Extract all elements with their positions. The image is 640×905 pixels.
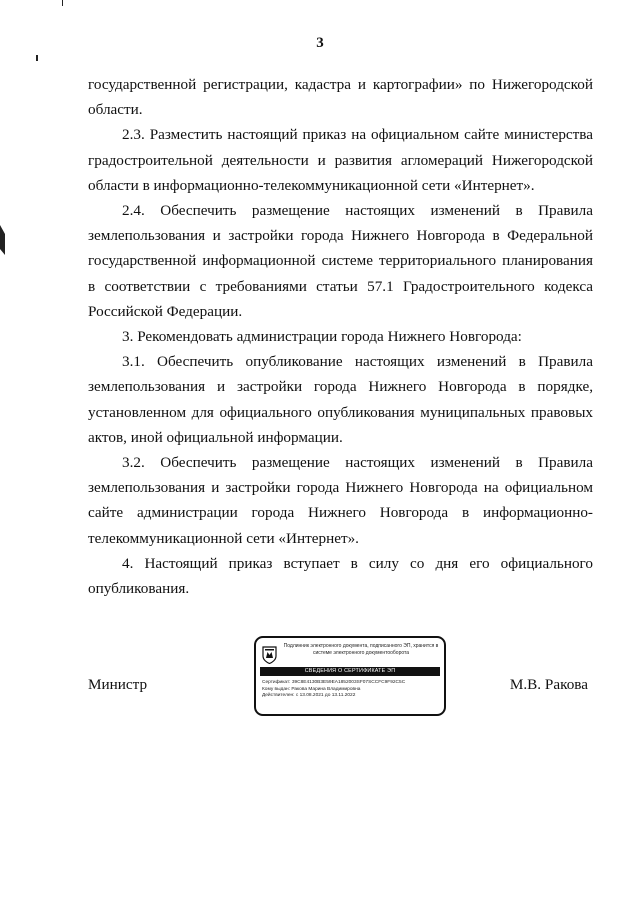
- document-body: [88, 72, 593, 601]
- certificate-details: [262, 680, 440, 700]
- certificate-number: Сертификат: 39C8E4130B3E59EA1852003SF07SCCFC9F92C5C: [262, 680, 406, 685]
- page-number: 3: [316, 35, 324, 51]
- stamp-title-bar: СВЕДЕНИЯ О СЕРТИФИКАТЕ ЭП: [260, 667, 440, 676]
- paragraph-3-2: 3.2. Обеспечить размещение настоящих изменений в Правила землепользования и застройки города Нижнего Новгорода на официальном сайте администрации города Нижнего Новгорода в информационно-телекоммуникационной сети «Интернет».: [88, 454, 593, 547]
- margin-mark-top: [62, 0, 63, 6]
- certificate-validity: Действителен: с 13.08.2021 до 13.11.2022: [262, 693, 356, 698]
- paragraph-3-1: 3.1. Обеспечить опубликование настоящих изменений в Правила землепользования и застройки города Нижнего Новгорода в порядке, установленном для официального опубликования муниципальных правовых актов, иной официальной информации.: [88, 353, 593, 446]
- paragraph-3: 3. Рекомендовать администрации города Нижнего Новгорода:: [122, 328, 522, 346]
- stamp-header: Подлинник электронного документа, подписанного ЭП, хранится в системе электронного документооборота: [283, 643, 439, 656]
- paragraph-2-3: 2.3. Разместить настоящий приказ на официальном сайте министерства градостроительной деятельности и развития агломераций Нижегородской области в информационно-телекоммуникационной сети «Интернет».: [88, 126, 593, 194]
- paragraph-4: 4. Настоящий приказ вступает в силу со дня его официального опубликования.: [88, 554, 593, 598]
- paragraph-continuation: государственной регистрации, кадастра и картографии» по Нижегородской области.: [88, 76, 593, 119]
- margin-mark-left: [36, 55, 38, 61]
- paragraph-2-4: 2.4. Обеспечить размещение настоящих изменений в Правила землепользования и застройки города Нижнего Новгорода в Федеральной государственной информационной системе территориального планирования в соответствии с требованиями статьи 57.1 Градостроительного кодекса Российской Федерации.: [88, 202, 593, 320]
- digital-signature-stamp: [254, 636, 446, 716]
- certificate-owner: Кому выдан: Ракова Марина Владимировна: [262, 686, 361, 692]
- coat-of-arms-icon: [262, 646, 277, 664]
- signatory-name: М.В. Ракова: [509, 676, 588, 693]
- margin-mark-side: [0, 225, 5, 255]
- signatory-title: Министр: [88, 676, 148, 693]
